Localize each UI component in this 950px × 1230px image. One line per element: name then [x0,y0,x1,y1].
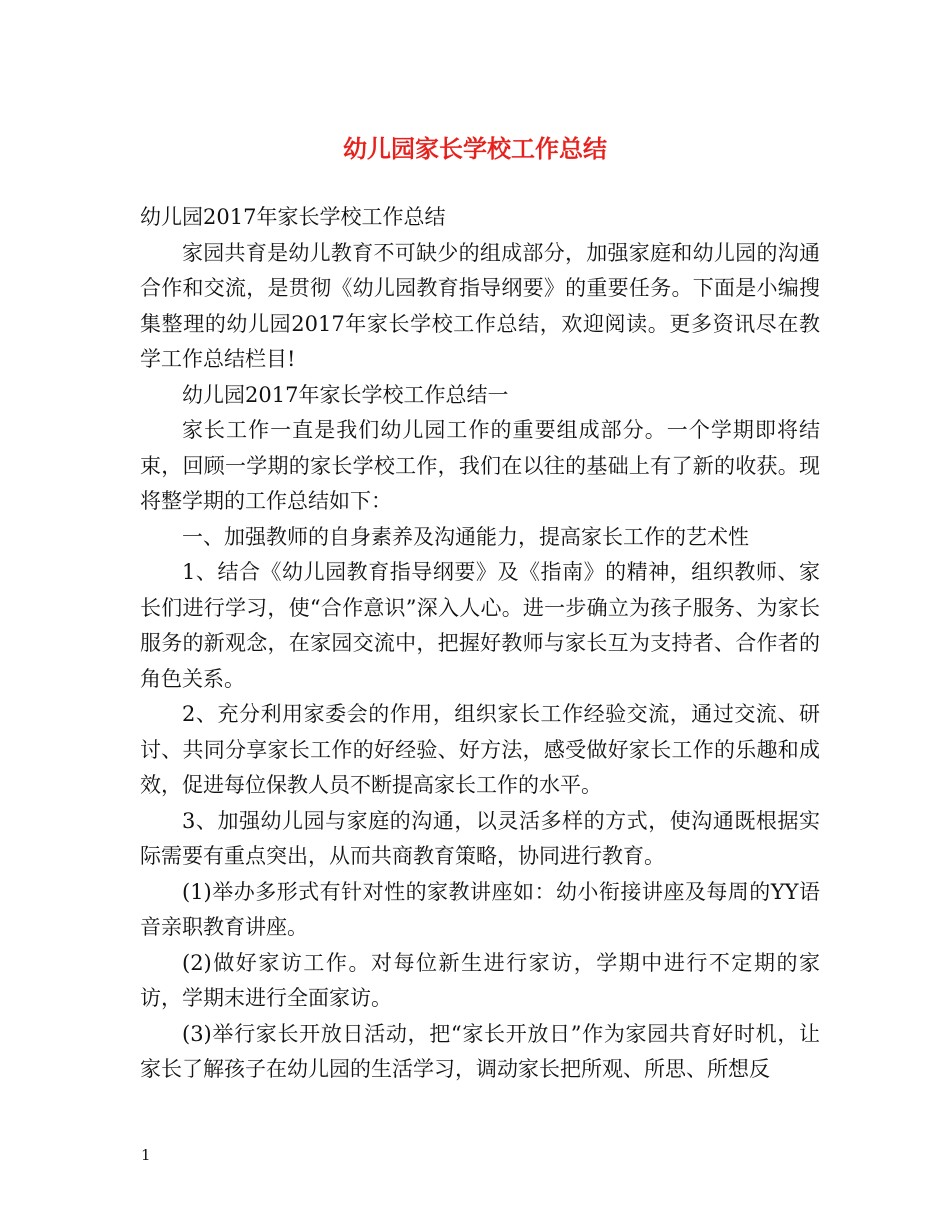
document-body [140,200,820,1088]
list-item: 2、充分利用家委会的作用，组织家长工作经验交流，通过交流、研讨、共同分享家长工作的好经验、好方法，感受做好家长工作的乐趣和成效，促进每位保教人员不断提高家长工作的水平。 [140,702,820,797]
sub-list-item: (2)做好家访工作。对每位新生进行家访，学期中进行不定期的家访，学期末进行全面家访。 [140,950,820,1010]
section-heading: 幼儿园2017年家长学校工作总结一 [182,382,509,407]
sub-list-item: (1)举办多形式有针对性的家教讲座如：幼小衔接讲座及每周的YY语音亲职教育讲座。 [140,879,820,939]
subtitle-paragraph: 幼儿园2017年家长学校工作总结 [140,205,446,229]
page-number: 1 [141,1146,151,1164]
section-heading: 一、加强教师的自身素养及沟通能力，提高家长工作的艺术性 [182,524,749,549]
list-item: 3、加强幼儿园与家庭的沟通，以灵活多样的方式，使沟通既根据实际需要有重点突出，从而共商教育策略，协同进行教育。 [140,808,820,868]
intro-paragraph: 家园共育是幼儿教育不可缺少的组成部分，加强家庭和幼儿园的沟通合作和交流，是贯彻《幼儿园教育指导纲要》的重要任务。下面是小编搜集整理的幼儿园2017年家长学校工作总结，欢迎阅读。更多资讯尽在教学工作总结栏目! [140,240,820,371]
body-paragraph: 家长工作一直是我们幼儿园工作的重要组成部分。一个学期即将结束，回顾一学期的家长学校工作，我们在以往的基础上有了新的收获。现将整学期的工作总结如下： [140,418,820,513]
page-title: 幼儿园家长学校工作总结 [343,134,607,163]
list-item: 1、结合《幼儿园教育指导纲要》及《指南》的精神，组织教师、家长们进行学习，使“合作意识”深入人心。进一步确立为孩子服务、为家长服务的新观念，在家园交流中，把握好教师与家长互为支持者、合作者的角色关系。 [140,560,820,691]
sub-list-item: (3)举行家长开放日活动，把“家长开放日”作为家园共育好时机，让家长了解孩子在幼儿园的生活学习，调动家长把所观、所思、所想反 [140,1021,820,1081]
